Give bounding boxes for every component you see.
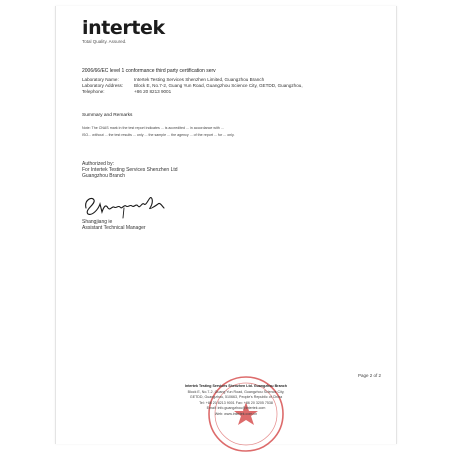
signer-title: Assistant Technical Manager — [82, 225, 146, 231]
summary-heading: Summary and Remarks — [82, 113, 133, 118]
summary-line: ISO... without ... the test results ... only ... the sample ... the agency ... of the report ... for ... only. — [82, 133, 235, 137]
info-label: Telephone: — [82, 89, 105, 94]
footer-line: Email: info.guangzhou@intertek.com — [206, 406, 266, 411]
info-label: Laboratory Name: — [82, 77, 119, 82]
footer-line: Tel: +86 20 8213 9001 Fax: +86 20 3205 7538 — [199, 400, 273, 405]
footer-line: Block E, No.7-2, Guang Yun Road, Guangzhou Science City, — [187, 389, 285, 394]
summary-text — [82, 125, 382, 139]
page-number: Page 2 of 2 — [358, 373, 382, 378]
footer-address — [126, 384, 346, 418]
signature-image — [78, 184, 178, 220]
summary-line: Note: The CNAS mark in the test report indicates ... is accredited ... in accordance with ... — [82, 126, 224, 130]
authorizing-company: For Intertek Testing Services Shenzhen Ltd — [82, 167, 178, 173]
info-value: Intertek Testing Services Shenzhen Limited, Guangzhou Branch — [134, 77, 265, 82]
intertek-logo — [82, 18, 165, 44]
document-page — [55, 6, 397, 444]
info-value: +86 20 8213 9001 — [134, 89, 172, 94]
authorizing-branch: Guangzhou Branch — [82, 173, 126, 179]
footer-line: Web: www.intertek.com.cn — [214, 411, 258, 416]
document-title: 2006/66/EC level 1 conformance third party certification serv — [82, 68, 216, 74]
signer-block — [82, 219, 146, 231]
footer-line: Intertek Testing Services Shenzhen Ltd. Guangzhou Branch — [185, 384, 287, 388]
logo-tagline: Total Quality. Assured. — [82, 39, 127, 44]
laboratory-info — [82, 77, 382, 95]
signer-name: Shangjiang ie — [82, 219, 113, 225]
logo-wordmark: intertek — [82, 17, 165, 39]
authorization-block — [82, 161, 178, 179]
footer-line: GETDD, Guangzhou, 510663, People's Republic of China — [189, 395, 283, 400]
info-label: Laboratory Address: — [82, 83, 124, 88]
info-row-telephone — [82, 89, 382, 95]
info-value: Block E, No.7-2, Guang Yun Road, Guangzhou Science City, GETDD, Guangzhou, — [134, 83, 303, 88]
authorized-by-label: Authorized by: — [82, 161, 114, 167]
